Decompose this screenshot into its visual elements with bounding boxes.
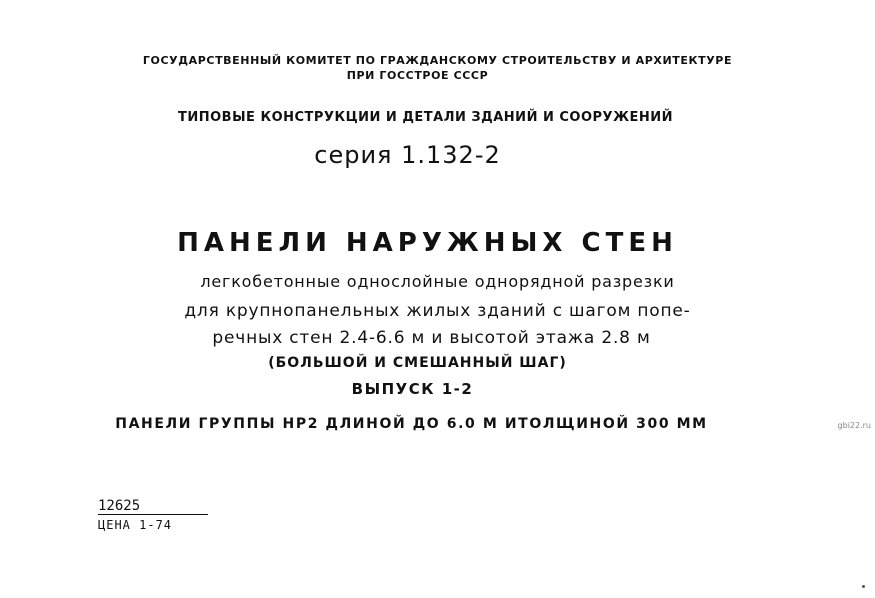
description-line-1: легкобетонные однослойные однорядной разрезки [200, 272, 675, 291]
panels-group-line: ПАНЕЛИ ГРУППЫ НР2 ДЛИНОЙ ДО 6.0 М ИТОЛЩИНОЙ 300 ММ [115, 416, 708, 432]
collection-title: ТИПОВЫЕ КОНСТРУКЦИИ И ДЕТАЛИ ЗДАНИЙ И СООРУЖЕНИЙ [177, 110, 674, 125]
issue-label: ВЫПУСК 1-2 [351, 380, 474, 398]
series-label: серия 1.132-2 [314, 141, 501, 169]
document-title: ПАНЕЛИ НАРУЖНЫХ СТЕН [177, 228, 678, 258]
description-line-3: речных стен 2.4-6.6 м и высотой этажа 2.8 м [212, 328, 651, 348]
scan-speck [862, 585, 865, 588]
pitch-note: (БОЛЬШОЙ И СМЕШАННЫЙ ШАГ) [268, 355, 567, 371]
stamp-number: 12625 [98, 498, 208, 515]
organization-line-2: ПРИ ГОССТРОЕ СССР [346, 69, 489, 82]
watermark: gbi22.ru [837, 421, 871, 430]
archive-stamp [98, 498, 208, 532]
stamp-price: ЦЕНА 1-74 [98, 518, 173, 532]
organization-line-1: ГОСУДАРСТВЕННЫЙ КОМИТЕТ ПО ГРАЖДАНСКОМУ СТРОИТЕЛЬСТВУ И АРХИТЕКТУРЕ [142, 54, 733, 67]
description-line-2: для крупнопанельных жилых зданий с шагом попе- [184, 301, 691, 321]
